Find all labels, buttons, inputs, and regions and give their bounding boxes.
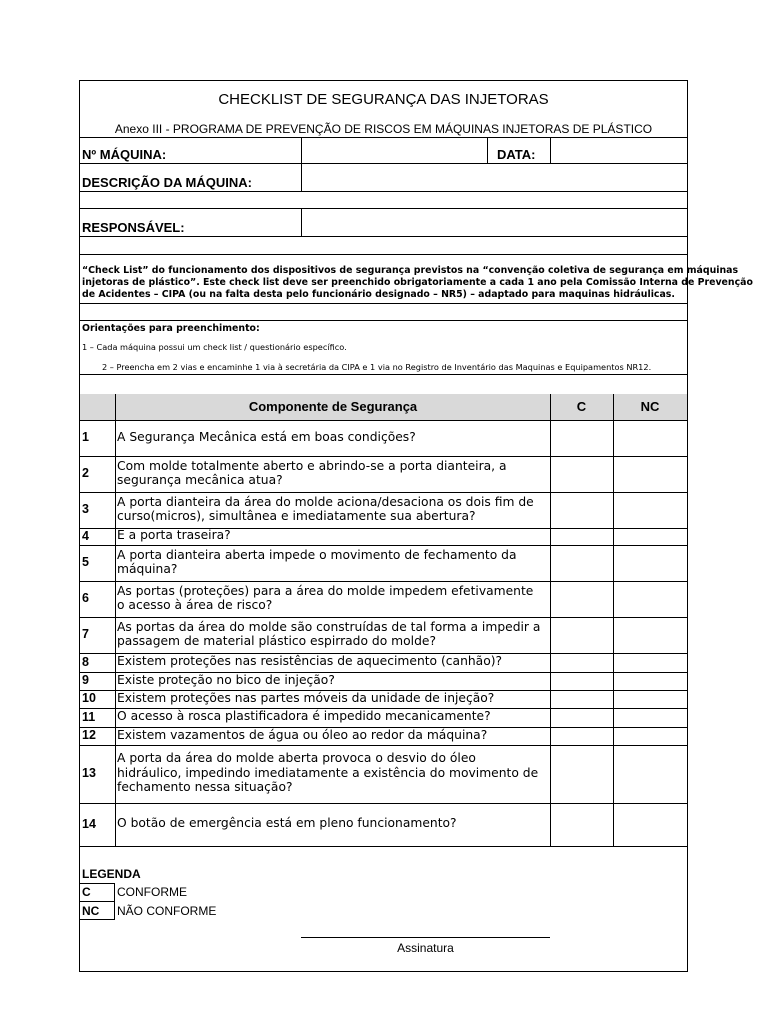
row-question: A porta dianteira da área do molde aciona/desaciona os dois fim de [117, 494, 534, 509]
row-question: As portas da área do molde são construídas de tal forma a impedir a [117, 619, 541, 634]
row-question: fechamento nessa situação? [117, 780, 293, 795]
divider [550, 137, 551, 163]
nao-conforme-cell[interactable] [614, 529, 687, 545]
conforme-cell[interactable] [551, 691, 613, 708]
row-question: Existem proteções nas partes móveis da unidade de injeção? [117, 690, 495, 705]
legend-code-c: C [82, 885, 91, 899]
nao-conforme-cell[interactable] [614, 728, 687, 745]
nao-conforme-cell[interactable] [614, 654, 687, 672]
divider [80, 420, 687, 421]
row-number: 13 [82, 766, 96, 780]
column-header-component: Componente de Segurança [248, 399, 418, 414]
nao-conforme-cell[interactable] [614, 618, 687, 653]
row-question: Existem proteções nas resistências de aquecimento (canhão)? [117, 654, 503, 669]
divider [80, 320, 687, 321]
row-number: 9 [82, 673, 89, 687]
row-number: 12 [82, 728, 96, 742]
nao-conforme-cell[interactable] [614, 546, 687, 581]
row-question: A Segurança Mecânica está em boas condições? [117, 429, 416, 444]
divider [80, 846, 687, 847]
divider [80, 236, 687, 237]
row-question: Existe proteção no bico de injeção? [117, 672, 335, 687]
legend-desc-c: CONFORME [117, 885, 187, 899]
row-question: Existem vazamentos de água ou óleo ao redor da máquina? [117, 727, 488, 742]
instruction-item: 1 – Cada máquina possui um check list / questionário específico. [82, 342, 347, 352]
divider [80, 137, 687, 138]
nao-conforme-cell[interactable] [614, 691, 687, 708]
conforme-cell[interactable] [551, 582, 613, 617]
conforme-cell[interactable] [551, 746, 613, 803]
instructions-heading: Orientações para preenchimento: [82, 323, 260, 334]
intro-text-line: injetoras de plástico”. Este check list deve ser preenchido obrigatoriamente a cada 1 ano pela Comissão Interna de Prevenção [82, 277, 753, 288]
conforme-cell[interactable] [551, 709, 613, 727]
page-title: CHECKLIST DE SEGURANÇA DAS INJETORAS [218, 91, 549, 108]
row-question: A porta da área do molde aberta provoca o desvio do óleo [117, 751, 476, 766]
date-label: DATA: [497, 147, 536, 162]
nao-conforme-cell[interactable] [614, 804, 687, 846]
nao-conforme-cell[interactable] [614, 709, 687, 727]
row-number: 8 [82, 654, 89, 669]
row-question: máquina? [117, 562, 178, 576]
row-number: 3 [82, 502, 89, 516]
row-number: 10 [82, 691, 96, 705]
divider [487, 137, 488, 163]
legend-code-nc: NC [82, 904, 100, 918]
nao-conforme-cell[interactable] [614, 457, 687, 492]
nao-conforme-cell[interactable] [614, 673, 687, 690]
nao-conforme-cell[interactable] [614, 746, 687, 803]
row-number: 7 [82, 627, 89, 641]
row-question: E a porta traseira? [117, 528, 231, 543]
nao-conforme-cell[interactable] [614, 493, 687, 528]
legend-desc-nc: NÃO CONFORME [117, 904, 217, 918]
conforme-cell[interactable] [551, 618, 613, 653]
column-header-nc: NC [640, 399, 660, 414]
divider [115, 394, 116, 846]
intro-text-line: “Check List” do funcionamento dos dispositivos de segurança previstos na “convenção coletiva de segurança em máquinas [82, 265, 739, 276]
row-question: Com molde totalmente aberto e abrindo-se a porta dianteira, a [117, 458, 507, 473]
conforme-cell[interactable] [551, 673, 613, 690]
divider [301, 208, 302, 236]
row-question: O botão de emergência está em pleno funcionamento? [117, 816, 457, 831]
divider [80, 901, 115, 902]
divider [80, 303, 687, 304]
conforme-cell[interactable] [551, 529, 613, 545]
divider [80, 374, 687, 375]
divider [550, 394, 551, 846]
row-number: 11 [82, 709, 96, 724]
row-question: curso(micros), simultânea e imediatamente sua abertura? [117, 509, 476, 523]
row-question: passagem de material plástico espirrado do molde? [117, 634, 436, 648]
row-number: 14 [82, 816, 96, 831]
row-number: 5 [82, 555, 89, 569]
checklist-page [79, 80, 753, 972]
checklist-table [80, 394, 687, 969]
divider [80, 163, 687, 164]
conforme-cell[interactable] [551, 457, 613, 492]
divider [80, 208, 687, 209]
machine-description-label: DESCRIÇÃO DA MÁQUINA: [82, 175, 252, 190]
responsible-label: RESPONSÁVEL: [82, 220, 185, 235]
page-subtitle: Anexo III - PROGRAMA DE PREVENÇÃO DE RISCOS EM MÁQUINAS INJETORAS DE PLÁSTICO [114, 122, 653, 136]
row-question: segurança mecânica atua? [117, 473, 283, 487]
signature-label: Assinatura [397, 941, 454, 955]
intro-text-line: de Acidentes – CIPA (ou na falta desta pelo funcionário designado – NR5) – adaptado para maquinas hidráulicas. [82, 289, 675, 300]
divider [301, 137, 302, 191]
conforme-cell[interactable] [551, 804, 613, 846]
machine-number-label: Nº MÁQUINA: [82, 147, 167, 162]
row-question: As portas (proteções) para a área do molde impedem efetivamente [117, 583, 534, 598]
divider [80, 254, 687, 255]
row-question: O acesso à rosca plastificadora é impedido mecanicamente? [117, 709, 491, 724]
row-question: hidráulico, impedindo imediatamente a existência do movimento de [117, 765, 539, 780]
conforme-cell[interactable] [551, 654, 613, 672]
row-number: 1 [82, 430, 89, 444]
nao-conforme-cell[interactable] [614, 582, 687, 617]
row-number: 2 [82, 466, 89, 480]
column-header-c: C [576, 399, 587, 414]
conforme-cell[interactable] [551, 546, 613, 581]
row-number: 4 [82, 528, 89, 543]
row-question: o acesso à área de risco? [117, 598, 273, 612]
nao-conforme-cell[interactable] [614, 421, 687, 456]
legend-title: LEGENDA [82, 867, 141, 881]
signature-line [301, 937, 550, 938]
instruction-item: 2 – Preencha em 2 vias e encaminhe 1 via à secretária da CIPA e 1 via no Registro de Inventário das Maquinas e Equipamentos NR12. [102, 362, 652, 372]
conforme-cell[interactable] [551, 421, 613, 456]
conforme-cell[interactable] [551, 493, 613, 528]
divider [613, 394, 614, 846]
conforme-cell[interactable] [551, 728, 613, 745]
row-number: 6 [82, 591, 89, 605]
row-question: A porta dianteira aberta impede o movimento de fechamento da [117, 547, 517, 562]
divider [80, 191, 687, 192]
